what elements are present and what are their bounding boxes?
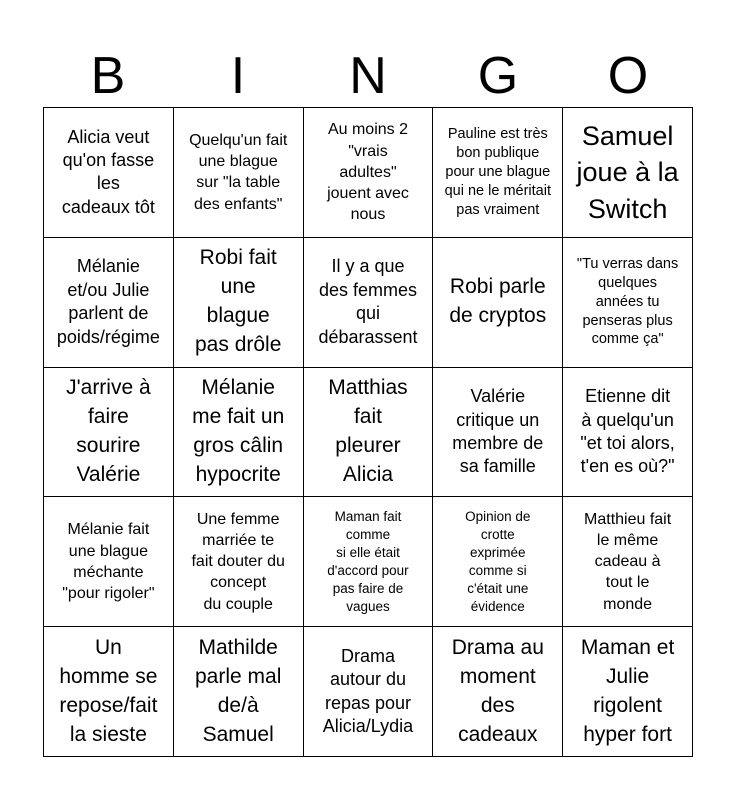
header-letter-n: N	[349, 47, 387, 105]
bingo-cell-r5-c1[interactable]: Un homme se repose/fait la sieste	[44, 627, 174, 757]
bingo-cell-r5-c2[interactable]: Mathilde parle mal de/à Samuel	[174, 627, 304, 757]
header-letter-i: I	[230, 47, 246, 105]
bingo-cell-r4-c2[interactable]: Une femme marriée te fait douter du concept du couple	[174, 497, 304, 627]
bingo-cell-r1-c3[interactable]: Au moins 2 "vrais adultes" jouent avec nous	[304, 108, 434, 238]
bingo-card-grid	[43, 107, 693, 757]
bingo-cell-r2-c1[interactable]: Mélanie et/ou Julie parlent de poids/régime	[44, 238, 174, 368]
bingo-cell-r3-c3[interactable]: Matthias fait pleurer Alicia	[304, 368, 434, 498]
bingo-cell-r1-c5[interactable]: Samuel joue à la Switch	[563, 108, 693, 238]
bingo-cell-r2-c4[interactable]: Robi parle de cryptos	[433, 238, 563, 368]
bingo-header	[43, 44, 693, 108]
bingo-cell-r2-c2[interactable]: Robi fait une blague pas drôle	[174, 238, 304, 368]
bingo-cell-r2-c3[interactable]: Il y a que des femmes qui débarassent	[304, 238, 434, 368]
header-letter-b: B	[90, 47, 126, 105]
bingo-cell-r5-c3[interactable]: Drama autour du repas pour Alicia/Lydia	[304, 627, 434, 757]
header-letter-g: G	[477, 47, 519, 105]
bingo-cell-r4-c5[interactable]: Matthieu fait le même cadeau à tout le monde	[563, 497, 693, 627]
bingo-cell-r3-c2[interactable]: Mélanie me fait un gros câlin hypocrite	[174, 368, 304, 498]
bingo-cell-r5-c5[interactable]: Maman et Julie rigolent hyper fort	[563, 627, 693, 757]
bingo-cell-r4-c4[interactable]: Opinion de crotte exprimée comme si c'était une évidence	[433, 497, 563, 627]
bingo-cell-r5-c4[interactable]: Drama au moment des cadeaux	[433, 627, 563, 757]
bingo-cell-r1-c2[interactable]: Quelqu'un fait une blague sur "la table des enfants"	[174, 108, 304, 238]
bingo-cell-r1-c4[interactable]: Pauline est très bon publique pour une blague qui ne le méritait pas vraiment	[433, 108, 563, 238]
bingo-cell-r2-c5[interactable]: "Tu verras dans quelques années tu penseras plus comme ça"	[563, 238, 693, 368]
bingo-cell-r3-c4[interactable]: Valérie critique un membre de sa famille	[433, 368, 563, 498]
bingo-cell-r4-c3[interactable]: Maman fait comme si elle était d'accord pour pas faire de vagues	[304, 497, 434, 627]
header-letter-o: O	[607, 47, 649, 105]
bingo-cell-r1-c1[interactable]: Alicia veut qu'on fasse les cadeaux tôt	[44, 108, 174, 238]
bingo-cell-r3-c5[interactable]: Etienne dit à quelqu'un "et toi alors, t'en es où?"	[563, 368, 693, 498]
bingo-cell-r3-c1[interactable]: J'arrive à faire sourire Valérie	[44, 368, 174, 498]
bingo-cell-r4-c1[interactable]: Mélanie fait une blague méchante "pour rigoler"	[44, 497, 174, 627]
